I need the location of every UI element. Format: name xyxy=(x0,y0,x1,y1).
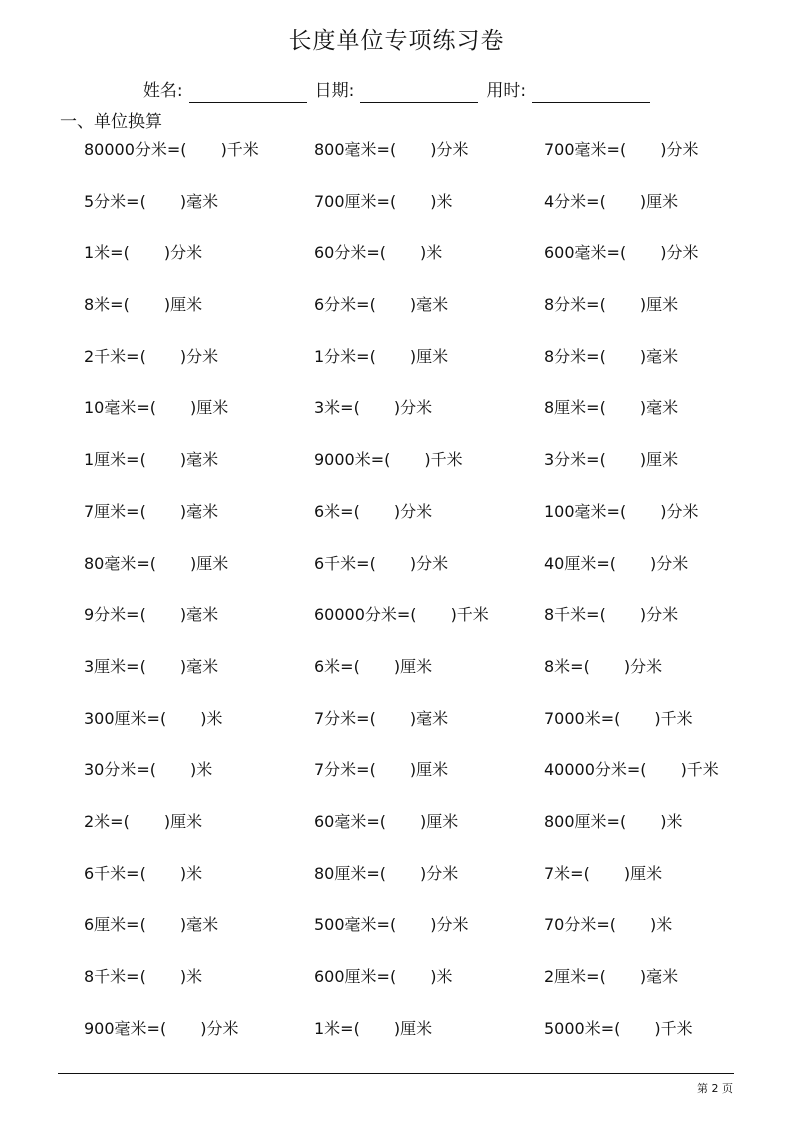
problem-unit: )分米 xyxy=(200,1018,239,1038)
conversion-problem xyxy=(84,862,202,886)
problem-unit: )毫米 xyxy=(179,191,219,211)
problem-unit: )毫米 xyxy=(179,501,219,521)
footer-divider xyxy=(58,1073,734,1074)
problem-left: 800厘米=( xyxy=(544,811,627,831)
problem-left: 60毫米=( xyxy=(314,811,387,831)
conversion-problem xyxy=(314,345,448,369)
problem-row xyxy=(0,862,793,914)
problem-unit: )千米 xyxy=(680,760,719,780)
conversion-problem xyxy=(84,138,259,162)
problem-left: 7分米=( xyxy=(314,708,376,728)
problem-unit: )分米 xyxy=(420,863,459,883)
problem-row xyxy=(0,138,793,190)
problem-row xyxy=(0,448,793,500)
conversion-problem xyxy=(84,965,202,989)
conversion-problem xyxy=(84,396,228,420)
problem-unit: )毫米 xyxy=(179,450,219,470)
problem-row xyxy=(0,913,793,965)
problem-row xyxy=(0,190,793,242)
conversion-problem xyxy=(314,655,432,679)
problem-row xyxy=(0,965,793,1017)
conversion-problem xyxy=(544,396,678,420)
problem-unit: )毫米 xyxy=(409,295,449,315)
problem-unit: )厘米 xyxy=(163,295,203,315)
conversion-problem xyxy=(544,1017,693,1041)
problem-unit: )分米 xyxy=(409,553,449,573)
problem-left: 8分米=( xyxy=(544,346,606,366)
problem-left: 2米=( xyxy=(84,811,130,831)
problem-unit: )厘米 xyxy=(420,811,459,831)
conversion-problem xyxy=(544,810,682,834)
name-label: 姓名: xyxy=(142,81,183,101)
problem-unit: )米 xyxy=(650,915,673,935)
conversion-problem xyxy=(314,241,442,265)
conversion-problem xyxy=(84,293,202,317)
problem-row xyxy=(0,758,793,810)
problem-left: 7厘米=( xyxy=(84,501,146,521)
problem-unit: )分米 xyxy=(430,140,469,159)
conversion-problem xyxy=(314,603,489,627)
problem-left: 300厘米=( xyxy=(84,708,167,728)
page-number: 第 2 页 xyxy=(697,1082,733,1095)
date-field xyxy=(315,79,479,103)
problem-unit: )分米 xyxy=(393,398,433,418)
time-blank[interactable] xyxy=(532,84,650,103)
problem-left: 60000分米=( xyxy=(314,605,417,625)
conversion-problem xyxy=(314,810,458,834)
problem-unit: )毫米 xyxy=(179,656,219,676)
conversion-problem xyxy=(314,758,448,782)
conversion-problem xyxy=(314,500,432,524)
problem-left: 80厘米=( xyxy=(314,863,387,883)
conversion-problem xyxy=(544,603,678,627)
problem-unit: )分米 xyxy=(660,501,699,521)
problem-unit: )毫米 xyxy=(639,398,679,418)
conversion-problem xyxy=(314,1017,432,1041)
name-blank[interactable] xyxy=(189,84,307,103)
conversion-problem xyxy=(544,655,662,679)
conversion-problem xyxy=(314,448,463,472)
problem-unit: )分米 xyxy=(650,553,689,573)
conversion-problem xyxy=(544,862,662,886)
problem-left: 8千米=( xyxy=(84,967,146,986)
problem-unit: )厘米 xyxy=(393,1018,433,1038)
problem-unit: )分米 xyxy=(623,656,663,676)
problem-unit: )分米 xyxy=(430,915,469,935)
conversion-problem xyxy=(84,552,228,576)
date-label: 日期: xyxy=(314,81,355,101)
problem-unit: )毫米 xyxy=(409,708,449,728)
conversion-problem xyxy=(84,655,218,679)
conversion-problem xyxy=(544,138,698,162)
conversion-problem xyxy=(544,965,678,989)
problem-unit: )米 xyxy=(660,811,683,831)
conversion-problem xyxy=(314,138,468,162)
problem-row xyxy=(0,810,793,862)
problem-left: 8米=( xyxy=(84,295,130,315)
conversion-problem xyxy=(544,707,693,731)
conversion-problem xyxy=(544,758,719,782)
problem-unit: )厘米 xyxy=(393,656,433,676)
problem-unit: )厘米 xyxy=(639,450,679,470)
time-field xyxy=(486,79,650,103)
problem-left: 600厘米=( xyxy=(314,967,397,986)
conversion-problem xyxy=(84,190,218,214)
problem-left: 8厘米=( xyxy=(544,398,606,418)
problem-unit: )米 xyxy=(430,191,453,211)
problem-row xyxy=(0,396,793,448)
problem-row xyxy=(0,707,793,759)
problem-unit: )分米 xyxy=(393,501,433,521)
conversion-problem xyxy=(84,448,218,472)
page-title: 长度单位专项练习卷 xyxy=(288,28,505,54)
conversion-problem xyxy=(544,552,688,576)
problem-unit: )厘米 xyxy=(639,295,679,315)
problem-unit: )分米 xyxy=(660,140,699,159)
problem-left: 600毫米=( xyxy=(544,243,627,263)
problem-row xyxy=(0,500,793,552)
problem-left: 10毫米=( xyxy=(84,398,157,418)
problem-left: 8米=( xyxy=(544,656,590,676)
problem-unit: )厘米 xyxy=(409,346,449,366)
problem-left: 2厘米=( xyxy=(544,967,606,986)
conversion-problem xyxy=(84,707,222,731)
problem-unit: )毫米 xyxy=(639,967,679,986)
time-label: 用时: xyxy=(486,81,527,101)
problem-row xyxy=(0,345,793,397)
problem-unit: )厘米 xyxy=(639,191,679,211)
problem-row xyxy=(0,293,793,345)
problem-row xyxy=(0,603,793,655)
problem-left: 700厘米=( xyxy=(314,191,397,211)
problem-unit: )千米 xyxy=(450,605,489,625)
problem-left: 5000米=( xyxy=(544,1018,621,1038)
problem-unit: )千米 xyxy=(220,140,259,159)
problem-unit: )千米 xyxy=(654,708,693,728)
problem-left: 6厘米=( xyxy=(84,915,146,935)
problem-unit: )分米 xyxy=(639,605,679,625)
problem-row xyxy=(0,1017,793,1069)
problem-left: 80毫米=( xyxy=(84,553,157,573)
problem-left: 60分米=( xyxy=(314,243,387,263)
problem-unit: )毫米 xyxy=(179,915,219,935)
problem-left: 8分米=( xyxy=(544,295,606,315)
conversion-problem xyxy=(84,241,202,265)
problem-left: 40000分米=( xyxy=(544,760,647,780)
conversion-problem xyxy=(544,448,678,472)
problem-left: 800毫米=( xyxy=(314,140,397,159)
problem-left: 700毫米=( xyxy=(544,140,627,159)
conversion-problem xyxy=(314,396,432,420)
problem-left: 900毫米=( xyxy=(84,1018,167,1038)
problem-left: 30分米=( xyxy=(84,760,157,780)
problem-left: 7分米=( xyxy=(314,760,376,780)
conversion-problem xyxy=(84,913,218,937)
problem-unit: )厘米 xyxy=(623,863,663,883)
problem-unit: )厘米 xyxy=(409,760,449,780)
problem-unit: )厘米 xyxy=(190,553,229,573)
problem-row xyxy=(0,552,793,604)
conversion-problem xyxy=(544,241,698,265)
problem-left: 100毫米=( xyxy=(544,501,627,521)
problem-left: 5分米=( xyxy=(84,191,146,211)
conversion-problem xyxy=(544,345,678,369)
problem-unit: )分米 xyxy=(660,243,699,263)
problem-left: 70分米=( xyxy=(544,915,617,935)
problem-unit: )毫米 xyxy=(639,346,679,366)
problem-left: 1分米=( xyxy=(314,346,376,366)
conversion-problem xyxy=(84,810,202,834)
conversion-problem xyxy=(544,190,678,214)
problem-left: 1米=( xyxy=(314,1018,360,1038)
conversion-problem xyxy=(84,603,218,627)
problem-left: 3米=( xyxy=(314,398,360,418)
problem-grid xyxy=(0,138,793,1068)
problem-unit: )分米 xyxy=(163,243,203,263)
problem-left: 40厘米=( xyxy=(544,553,617,573)
problem-left: 7000米=( xyxy=(544,708,621,728)
conversion-problem xyxy=(314,552,448,576)
conversion-problem xyxy=(84,1017,238,1041)
conversion-problem xyxy=(314,965,452,989)
problem-unit: )厘米 xyxy=(190,398,229,418)
problem-left: 3厘米=( xyxy=(84,656,146,676)
problem-left: 9000米=( xyxy=(314,450,391,470)
problem-left: 8千米=( xyxy=(544,605,606,625)
conversion-problem xyxy=(314,913,468,937)
problem-left: 2千米=( xyxy=(84,346,146,366)
problem-left: 7米=( xyxy=(544,863,590,883)
conversion-problem xyxy=(544,500,698,524)
problem-left: 80000分米=( xyxy=(84,140,187,159)
problem-left: 6千米=( xyxy=(314,553,376,573)
name-field xyxy=(143,79,307,103)
problem-unit: )毫米 xyxy=(179,605,219,625)
problem-row xyxy=(0,655,793,707)
conversion-problem xyxy=(84,345,218,369)
problem-unit: )分米 xyxy=(179,346,219,366)
conversion-problem xyxy=(544,293,678,317)
problem-unit: )米 xyxy=(420,243,443,263)
problem-row xyxy=(0,241,793,293)
problem-left: 1米=( xyxy=(84,243,130,263)
student-info xyxy=(0,79,793,103)
conversion-problem xyxy=(314,862,458,886)
conversion-problem xyxy=(544,913,672,937)
date-blank[interactable] xyxy=(360,84,478,103)
section-title: 一、单位换算 xyxy=(60,112,162,132)
conversion-problem xyxy=(84,500,218,524)
conversion-problem xyxy=(314,190,452,214)
conversion-problem xyxy=(84,758,212,782)
conversion-problem xyxy=(314,293,448,317)
problem-left: 3分米=( xyxy=(544,450,606,470)
conversion-problem xyxy=(314,707,448,731)
problem-left: 9分米=( xyxy=(84,605,146,625)
problem-left: 1厘米=( xyxy=(84,450,146,470)
problem-unit: )米 xyxy=(179,863,203,883)
problem-left: 4分米=( xyxy=(544,191,606,211)
problem-left: 6千米=( xyxy=(84,863,146,883)
problem-unit: )米 xyxy=(190,760,213,780)
problem-left: 500毫米=( xyxy=(314,915,397,935)
problem-unit: )米 xyxy=(179,967,203,986)
problem-unit: )厘米 xyxy=(163,811,203,831)
problem-unit: )千米 xyxy=(424,450,463,470)
problem-left: 6米=( xyxy=(314,656,360,676)
problem-unit: )米 xyxy=(430,967,453,986)
problem-unit: )千米 xyxy=(654,1018,693,1038)
problem-left: 6分米=( xyxy=(314,295,376,315)
problem-left: 6米=( xyxy=(314,501,360,521)
problem-unit: )米 xyxy=(200,708,223,728)
